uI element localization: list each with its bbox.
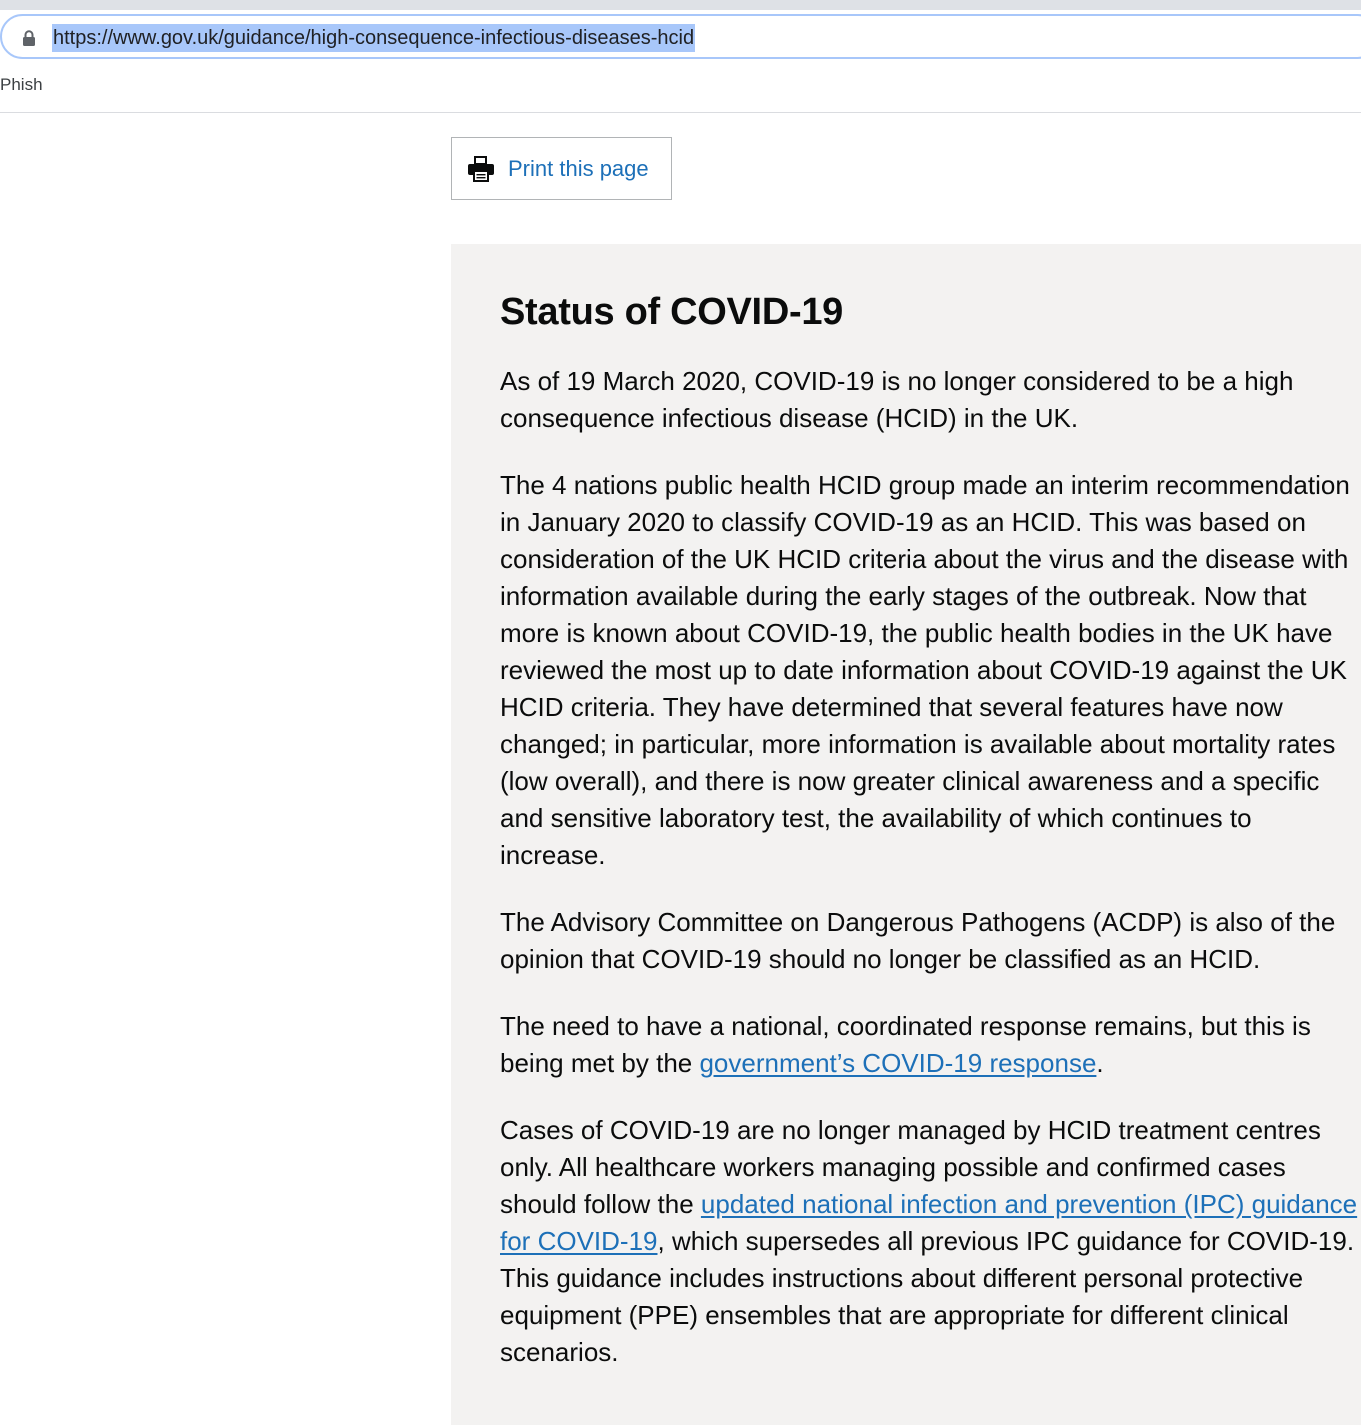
print-page-button[interactable]	[451, 137, 672, 200]
ipc-guidance-link[interactable]: updated national infection and prevention (IPC) guidance for COVID-19	[500, 1189, 1358, 1256]
government-response-link[interactable]: government’s COVID-19 response	[699, 1048, 1097, 1078]
toolbar-divider	[0, 112, 1361, 113]
printer-icon	[467, 155, 495, 183]
paragraph-ipc-end: , which supersedes all previous IPC guidance for COVID-19. This guidance includes instructions about different personal protective equipment (PPE) ensembles that are appropriate for different clinical scenarios.	[500, 1226, 1355, 1367]
url-text[interactable]: https://www.gov.uk/guidance/high-consequence-infectious-diseases-hcid	[52, 24, 695, 52]
panel-heading: Status of COVID-19	[500, 291, 843, 333]
status-callout-panel	[451, 244, 1361, 1425]
paragraph-ipc	[500, 1112, 1358, 1371]
print-page-label: Print this page	[508, 156, 649, 181]
paragraph-response	[500, 1008, 1358, 1082]
paragraph-acdp: The Advisory Committee on Dangerous Pathogens (ACDP) is also of the opinion that COVID-19 should no longer be classified as an HCID.	[500, 907, 1336, 974]
paragraph-background: The 4 nations public health HCID group made an interim recommendation in January 2020 to classify COVID-19 as an HCID. This was based on consideration of the UK HCID criteria about the virus and the disease with information available during the early stages of the outbreak. Now that more is known about COVID-19, the public health bodies in the UK have reviewed the most up to date information about COVID-19 against the UK HCID criteria. They have determined that several features have now changed; in particular, more information is available about mortality rates (low overall), and there is now greater clinical awareness and a specific and sensitive laboratory test, the availability of which continues to increase.	[500, 470, 1350, 870]
paragraph-response-text: The need to have a national, coordinated response remains, but this is being met by the	[500, 1011, 1311, 1078]
bookmark-item[interactable]: Phish	[0, 75, 43, 94]
paragraph-response-end: .	[1096, 1048, 1104, 1078]
paragraph-ipc-text: Cases of COVID-19 are no longer managed by HCID treatment centres only. All healthcare workers managing possible and confirmed cases should follow the	[500, 1115, 1321, 1219]
lock-icon[interactable]	[22, 30, 36, 46]
paragraph-status: As of 19 March 2020, COVID-19 is no longer considered to be a high consequence infectious disease (HCID) in the UK.	[500, 366, 1294, 433]
browser-tab-strip	[0, 0, 1361, 10]
